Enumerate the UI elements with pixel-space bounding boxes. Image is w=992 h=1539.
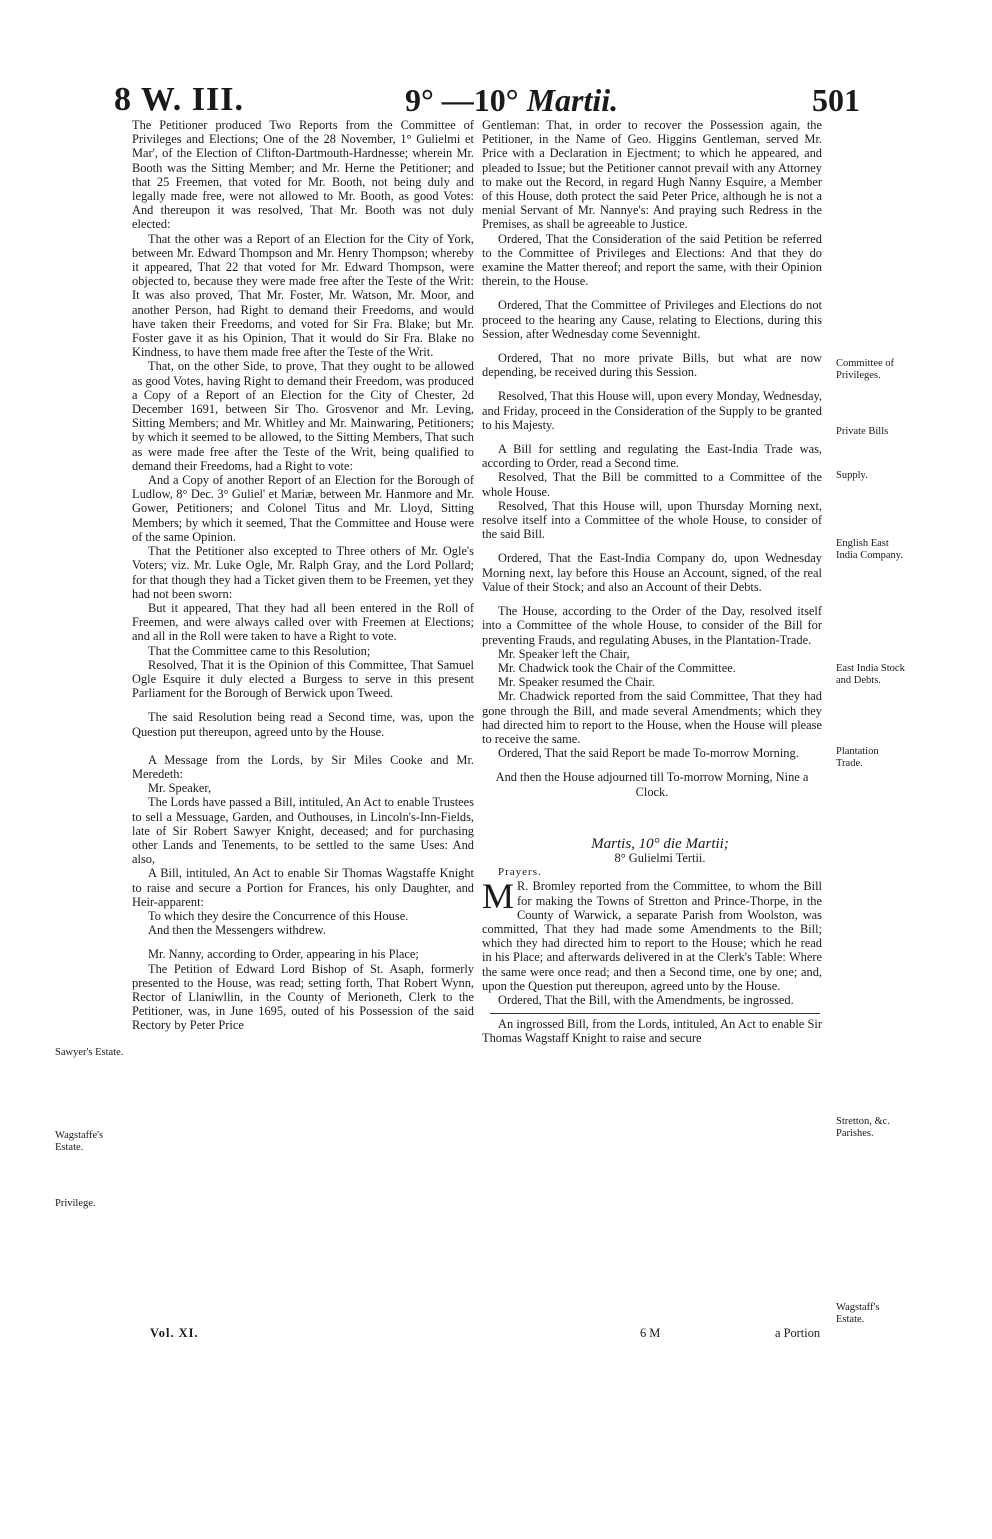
paragraph: A Bill for settling and regulating the East-India Trade was, according to Order, read a Second time. — [482, 442, 822, 471]
signature-mark: 6 M — [640, 1326, 661, 1340]
drop-cap: M — [482, 876, 515, 917]
prayers-label: Prayers. — [498, 866, 542, 879]
header-date — [405, 78, 618, 122]
page-number: 501 — [812, 82, 860, 118]
paragraph: Resolved, That it is the Opinion of this Committee, That Samuel Ogle Esquire it duly elected a Burgess to serve in this present Parliament for the Borough of Berwick upon Tweed. — [132, 657, 474, 701]
paragraph: A Message from the Lords, by Sir Miles Cooke and Mr. Meredeth: — [132, 752, 474, 781]
day-title: Martis, 10° die Martii; — [591, 835, 729, 852]
paragraph: Ordered, That the Committee of Privileges and Elections do not proceed to the hearing any Cause, relating to Elections, during this Session, after Wednesday come Sevennight. — [482, 298, 822, 341]
paragraph: That the Petitioner also excepted to Three others of Mr. Ogle's Voters; viz. Mr. Luke Ogle, Mr. Ralph Gray, and the Lord Pollard; for that though they had a Ticket given them to be Freemen, yet they had not been sworn: — [132, 544, 474, 601]
paragraph: Ordered, That the Bill, with the Amendments, be ingrossed. — [498, 992, 794, 1007]
paragraph: An ingrossed Bill, from the Lords, intituled, An Act to enable Sir Thomas Wagstaff Knight to raise and secure — [482, 1017, 822, 1046]
margin-note: Wagstaffe's Estate. — [55, 1130, 104, 1153]
margin-note: Private Bills — [836, 426, 889, 437]
paragraph: Mr. Speaker resumed the Chair. — [498, 675, 655, 690]
paragraph: Mr. Chadwick reported from the said Committee, That they had gone through the Bill, and made several Amendments; which they had directed him to report to the House, when the House will please to receive the same. — [482, 689, 822, 746]
paragraph: R. Bromley reported from the Committee, to whom the Bill for making the Towns of Stretton and Prince-Thorpe, in the County of Warwick, a separate Parish from Woolston, was committed, That they had made some Amendments to the Bill; which they had directed him to report to the House; which he read in his Place; and afterwards delivered in at the Clerk's Table: Where the same were once read; and then a Second time, one by one; and, upon the Question put thereupon, agreed unto by the House. — [482, 879, 822, 993]
margin-note: Stretton, &c. Parishes. — [836, 1116, 890, 1139]
paragraph: Mr. Speaker, — [148, 781, 212, 796]
paragraph: Mr. Speaker left the Chair, — [498, 646, 630, 661]
header-regnal-year: 8 W. III. — [114, 81, 244, 118]
paragraph: Mr. Chadwick took the Chair of the Committee. — [498, 660, 736, 675]
paragraph: Mr. Nanny, according to Order, appearing in his Place; — [148, 947, 419, 962]
header-day-numbers: 9° —10° — [405, 82, 519, 118]
paragraph: And then the Messengers withdrew. — [148, 923, 326, 938]
paragraph: Resolved, That this House will, upon every Monday, Wednesday, and Friday, proceed in the Consideration of the Supply to be granted to his Majesty. — [482, 389, 822, 432]
catchword: a Portion — [775, 1326, 821, 1340]
volume-mark: Vol. XI. — [150, 1326, 199, 1340]
paragraph: The said Resolution being read a Second time, was, upon the Question put thereupon, agreed unto by the House. — [132, 710, 474, 739]
margin-note: Supply. — [836, 470, 868, 481]
day-subtitle: 8° Gulielmi Tertii. — [614, 850, 706, 865]
paragraph: Ordered, That the Consideration of the said Petition be referred to the Committee of Privileges and Elections: And that they do examine the Matter thereof; and report the same, with their Opinion therein, to the House. — [482, 231, 822, 289]
paragraph: Resolved, That this House will, upon Thursday Morning next, resolve itself into a Committee of the whole House, to consider of the said Bill. — [482, 498, 822, 542]
paragraph: The Petitioner produced Two Reports from the Committee of Privileges and Elections; One of the 28 November, 1° Gulielmi et Mar', of the Election of Clifton-Dartmouth-Hardnesse; wherein Mr. Booth was the Sitting Member; and Mr. Herne the Petitioner; and that 25 Freemen, that voted for Mr. Booth, not being duly and legally made free, were not allowed to Mr. Booth, as good Votes: And thereupon it was resolved, That Mr. Booth was not duly elected: — [132, 118, 474, 232]
paragraph: Ordered, That no more private Bills, but what are now depending, be received during this Session. — [482, 351, 822, 380]
paragraph: That, on the other Side, to prove, That they ought to be allowed as good Votes, having Right to demand their Freedom, was produced a Copy of a Report of an Election for the City of Chester, 2d December 1691, between Sir Tho. Grosvenor and Mr. Leving, Sitting Members; and Mr. Whitley and Mr. Mainwaring, Petitioners; by which it seemed to be allowed, to the Sitting Members, That such as were made free after the Teste of the Writ, being qualified to demand their Freedoms, had a Right to vote: — [132, 359, 474, 473]
margin-note: English East India Company. — [836, 538, 903, 561]
paragraph: But it appeared, That they had all been entered in the Roll of Freemen, and were always called over with Freemen at Elections; and all in the Roll were taken to have a Right to vote. — [132, 600, 474, 644]
section-divider — [490, 1013, 820, 1014]
paragraph: Gentleman: That, in order to recover the Possession again, the Petitioner, in the Name of Geo. Higgins Gentleman, served Mr. Price with a Declaration in Ejectment; to which he appeared, and pleaded to Issue; but the Petitioner cannot prevail with any Attorney to make out the Record, in regard Hugh Nanny Esquire, a Member of this House, doth protect the said Peter Price, although he is not a menial Servant of Mr. Nannye's: And praying such Redress in the Premises, as shall be agreeable to Justice. — [482, 118, 822, 232]
paragraph: That the Committee came to this Resolution; — [148, 643, 371, 658]
paragraph: The Lords have passed a Bill, intituled, An Act to enable Trustees to sell a Messuage, Garden, and Outhouses, in Lincoln's-Inn-Fields, late of Sir Robert Sawyer Knight, deceased; and for purchasing other Lands and Tenements, to be settled to the same Uses: And also, — [132, 795, 474, 867]
header-month: Martii. — [526, 82, 619, 118]
left-column — [132, 118, 474, 1033]
paragraph: A Bill, intituled, An Act to enable Sir Thomas Wagstaffe Knight to raise and secure a Portion for Frances, his only Daughter, and Heir-apparent: — [132, 866, 474, 909]
paragraph: The House, according to the Order of the Day, resolved itself into a Committee of the whole House, to consider of the Bill for preventing Frauds, and regulating Abuses, in the Plantation-Trade. — [482, 604, 822, 647]
margin-note: Wagstaff's Estate. — [836, 1302, 880, 1325]
margin-note: Sawyer's Estate. — [55, 1047, 124, 1058]
adjournment: And then the House adjourned till To-morrow Morning, Nine a Clock. — [495, 770, 809, 799]
paragraph: Ordered, That the East-India Company do, upon Wednesday Morning next, lay before this House an Account, signed, of the real Value of their Stock; and also an Account of their Debts. — [482, 551, 822, 594]
margin-note: East India Stock and Debts. — [836, 663, 905, 686]
margin-note: Privilege. — [55, 1198, 96, 1209]
paragraph: And a Copy of another Report of an Election for the Borough of Ludlow, 8° Dec. 3° Guliel' et Mariæ, between Mr. Hanmore and Mr. Gower, Petitioners; and Colonel Titus and Mr. Lloyd, Sitting Members; by which it seemed, That the Committee and House were of the same Opinion. — [132, 473, 474, 544]
margin-note: Committee of Privileges. — [836, 358, 895, 381]
margin-note: Plantation Trade. — [836, 746, 879, 769]
paragraph: The Petition of Edward Lord Bishop of St. Asaph, formerly presented to the House, was read; setting forth, That Robert Wynn, Rector of Llaniwllin, in the County of Merioneth, Clerk to the Petitioner, was, in June 1695, outed of his Possession of the said Rectory by Peter Price — [132, 961, 474, 1033]
right-column — [482, 118, 822, 1046]
paragraph: Ordered, That the said Report be made To-morrow Morning. — [498, 746, 799, 761]
paragraph: Resolved, That the Bill be committed to a Committee of the whole House. — [482, 470, 822, 499]
paragraph: That the other was a Report of an Election for the City of York, between Mr. Edward Thompson and Mr. Henry Thompson; whereby it appeared, That 22 that voted for Mr. Edward Thompson, were objected to, because they were made free after the Teste of the Writ: It was also proved, That Mr. Foster, Mr. Watson, Mr. Moor, and another Person, had Right to demand their Freedoms, and would have taken their Freedoms, and voted for Sir Fra. Blake; but Mr. Foster gave it as his Opinion, That it would do Sir Fra. Blake no Kindness, to have them made free after the Teste of the Writ. — [132, 231, 474, 360]
paragraph: To which they desire the Concurrence of this House. — [148, 908, 409, 923]
